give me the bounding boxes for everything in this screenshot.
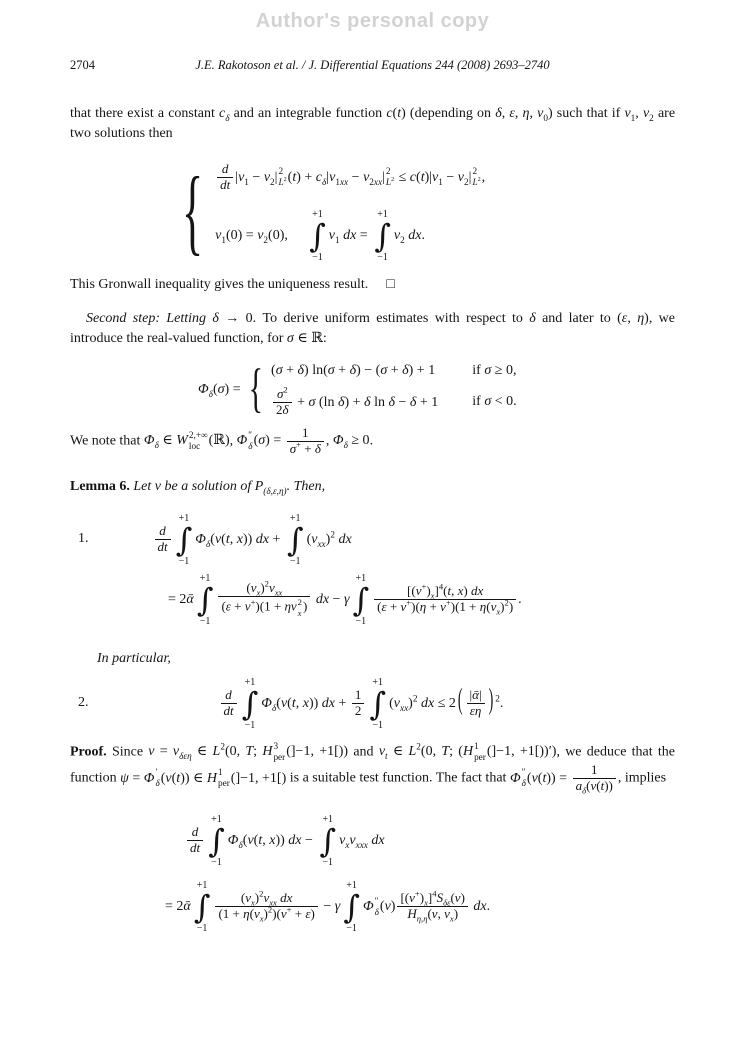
phi-case-2-formula: $\frac{\sigma^2}{2\delta}$ + σ (ln δ) + δ ln δ − δ + 1	[271, 387, 438, 418]
phi-cases	[271, 363, 517, 418]
item-number-1: 1.	[78, 531, 89, 547]
lemma-eq1-line1	[70, 513, 675, 567]
left-brace: {	[182, 157, 204, 266]
equation-uniqueness-system	[182, 157, 675, 266]
equation-line: $\frac{d}{dt}$ +1 ∫ −1 $\Phi_\delta(v(t$, x)) dx + +1 ∫ −1 $(v_{xx})^2$ dx	[153, 513, 352, 567]
proof-eq-line2	[165, 880, 675, 934]
proof-eq-line1	[185, 814, 675, 868]
item-number-2: 2.	[78, 695, 89, 711]
system-row-1: $\frac{d}{dt}$ $|v_1 - v_2|$ 2 $L^2$ $(t) + c_\delta|v_{1xx} - v_{2xx}|$ 2 $L^2$ ≤ $c(t)|v_1 - v_2|$ 2 $L^2$ ,	[215, 162, 485, 193]
journal-citation: J.E. Rakotoson et al. / J. Differential Equations 244 (2008) 2693–2740	[195, 58, 550, 72]
phi-case-1-condition: if σ ≥ 0,	[472, 362, 517, 378]
system-rows	[215, 162, 485, 263]
watermark-text: Author's personal copy	[255, 10, 490, 32]
equation-line: $\frac{d}{dt}$ +1 ∫ −1 $\Phi_\delta(v(t$, x)) dx − +1 ∫ −1 $v_xv_{xxx}$ dx	[185, 814, 385, 868]
lemma-equation-1	[70, 513, 675, 627]
paragraph-proof: Proof. Since $v = v_{\delta\varepsilon\eta}$ ∈ $L^2(0$, T; H 3 per (]−1, +1[)) and $v_t$ ∈ $L^2(0$, T; (H 1 per (]−1, +1[))′), we deduce that the function ψ = Φ ′ δ (v(t)) ∈ H 1 per (]−1, +1[) is a suitable test function. The fact that Φ ″ δ (v(t)) = $\frac{1}{a_\delta(v(t))}$ , implies	[70, 740, 675, 796]
lemma-equation-2	[70, 677, 675, 731]
paragraph-intro: that there exist a constant $c_\delta$ and an integrable function c(t) (depending on δ, ε, η, $v_0$) such that if $v_1$, $v_2$ are two solutions then	[70, 106, 676, 141]
lemma-eq1-line2	[70, 573, 675, 627]
paragraph-in-particular: In particular,	[97, 650, 171, 666]
running-header	[70, 0, 675, 76]
equation-line: $\frac{d}{dt}$ +1 ∫ −1 $\Phi_\delta(v(t$, x)) dx + $\frac{1}{2}$ +1 ∫ −1 $(v_{xx})^2$ dx ≤ 2 ( $\frac{\text{|ᾱ|}}{\varepsilon\eta}$ ) $^2$.	[219, 677, 504, 731]
phi-case-1-formula: (σ + δ) ln(σ + δ) − (σ + δ) + 1	[271, 362, 436, 378]
lemma-6-statement: Lemma 6. Let v be a solution of $P_{(\delta,\varepsilon,\eta)}$. Then,	[70, 478, 326, 496]
paragraph-note: We note that $\Phi_\delta$ ∈ W 2,+∞ loc (ℝ), Φ ″ δ (σ) = $\frac{1}{\sigma^+ + \delta}$ , $\Phi_\delta \ge 0$.	[70, 424, 374, 456]
system-row-2: $v_1(0) = v_2(0)$, +1 ∫ −1 $v_1$ dx = +1 ∫ −1 $v_2$ dx.	[215, 208, 425, 263]
equation-line: = 2ᾱ +1 ∫ −1 $(v_x)^2v_{xx}$ (ε + v+)(1 + ηv 2 x ) dx − γ +1 ∫ −1 $\frac{[(v^+)_x]^4(t, x) dx}{(\varepsilon + v^+)(\eta + v^+)(1 + \eta(v_x)^2)}$ .	[168, 572, 522, 627]
equation-phi-definition	[198, 359, 675, 420]
left-brace: {	[248, 359, 264, 420]
paragraph-second-step: Second step: Letting δ → 0. To derive uniform estimates with respect to δ and later to (ε, η), we introduce the real-valued function, for σ ∈ ℝ:	[70, 310, 676, 346]
equation-line: = 2ᾱ +1 ∫ −1 $\frac{(v_x)^2v_{xx} dx}{(1 + \eta(v_x)^2)(v^+ + \varepsilon)}$ − γ +1 ∫ −1 Φ ″ δ (v) $\frac{[(v^+)_x]^4S_{\delta\varepsilon}(v)}{H_{\eta,\eta}(v, v_x)}$ dx.	[165, 879, 491, 934]
paragraph-gronwall: This Gronwall inequality gives the uniqueness result. □	[70, 276, 395, 292]
phi-case-2-condition: if σ < 0.	[472, 394, 517, 410]
phi-lhs: $\Phi_\delta(\sigma)$ =	[198, 382, 241, 400]
page-number: 2704	[70, 58, 95, 72]
